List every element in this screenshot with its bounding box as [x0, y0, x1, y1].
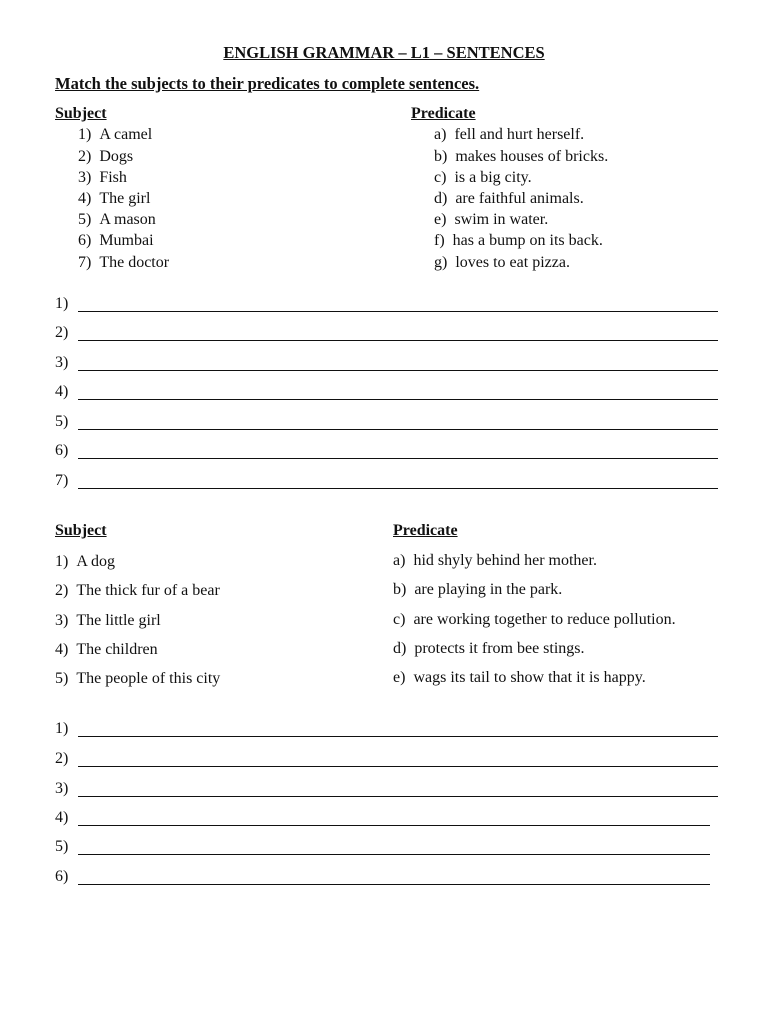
- list-item: d) are faithful animals.: [434, 190, 584, 207]
- answer-line[interactable]: [78, 766, 718, 767]
- answer-number: 2): [55, 324, 69, 341]
- subject-header-2: Subject: [55, 522, 107, 539]
- answer-number: 5): [55, 413, 69, 430]
- answer-line[interactable]: [78, 884, 710, 885]
- answer-line[interactable]: [78, 340, 718, 341]
- answer-number: 1): [55, 720, 69, 737]
- list-item: b) are playing in the park.: [393, 581, 563, 598]
- list-item: 7) The doctor: [78, 254, 170, 271]
- answer-number: 4): [55, 383, 69, 400]
- answer-number: 7): [55, 472, 69, 489]
- subject-header-1: Subject: [55, 105, 107, 122]
- list-item: 3) Fish: [78, 169, 127, 186]
- list-item: 5) The people of this city: [55, 670, 221, 687]
- list-item: 4) The girl: [78, 190, 151, 207]
- answer-line[interactable]: [78, 429, 718, 430]
- answer-number: 3): [55, 780, 69, 797]
- list-item: e) swim in water.: [434, 211, 549, 228]
- answer-number: 3): [55, 354, 69, 371]
- answer-number: 1): [55, 295, 69, 312]
- answer-line[interactable]: [78, 854, 710, 855]
- answer-line[interactable]: [78, 796, 718, 797]
- list-item: a) fell and hurt herself.: [434, 126, 585, 143]
- list-item: b) makes houses of bricks.: [434, 148, 609, 165]
- page-title: ENGLISH GRAMMAR – L1 – SENTENCES: [223, 43, 545, 62]
- list-item: 6) Mumbai: [78, 232, 154, 249]
- list-item: 3) The little girl: [55, 612, 161, 629]
- answer-line[interactable]: [78, 736, 718, 737]
- answer-number: 5): [55, 838, 69, 855]
- answer-line[interactable]: [78, 370, 718, 371]
- list-item: 1) A dog: [55, 553, 115, 570]
- list-item: 4) The children: [55, 641, 158, 658]
- list-item: 2) Dogs: [78, 148, 134, 165]
- list-item: 1) A camel: [78, 126, 153, 143]
- answer-line[interactable]: [78, 399, 718, 400]
- answer-line[interactable]: [78, 458, 718, 459]
- answer-number: 6): [55, 868, 69, 885]
- list-item: a) hid shyly behind her mother.: [393, 552, 597, 569]
- instruction: Match the subjects to their predicates to complete sentences.: [55, 74, 480, 93]
- list-item: 5) A mason: [78, 211, 156, 228]
- list-item: g) loves to eat pizza.: [434, 254, 570, 271]
- answer-number: 6): [55, 442, 69, 459]
- answer-line[interactable]: [78, 488, 718, 489]
- list-item: c) is a big city.: [434, 169, 532, 186]
- answer-number: 4): [55, 809, 69, 826]
- list-item: f) has a bump on its back.: [434, 232, 603, 249]
- answer-line[interactable]: [78, 311, 718, 312]
- predicate-header-1: Predicate: [411, 105, 476, 122]
- predicate-header-2: Predicate: [393, 522, 458, 539]
- answer-line[interactable]: [78, 825, 710, 826]
- list-item: e) wags its tail to show that it is happy.: [393, 669, 646, 686]
- list-item: c) are working together to reduce pollution.: [393, 611, 676, 628]
- list-item: d) protects it from bee stings.: [393, 640, 585, 657]
- list-item: 2) The thick fur of a bear: [55, 582, 220, 599]
- answer-number: 2): [55, 750, 69, 767]
